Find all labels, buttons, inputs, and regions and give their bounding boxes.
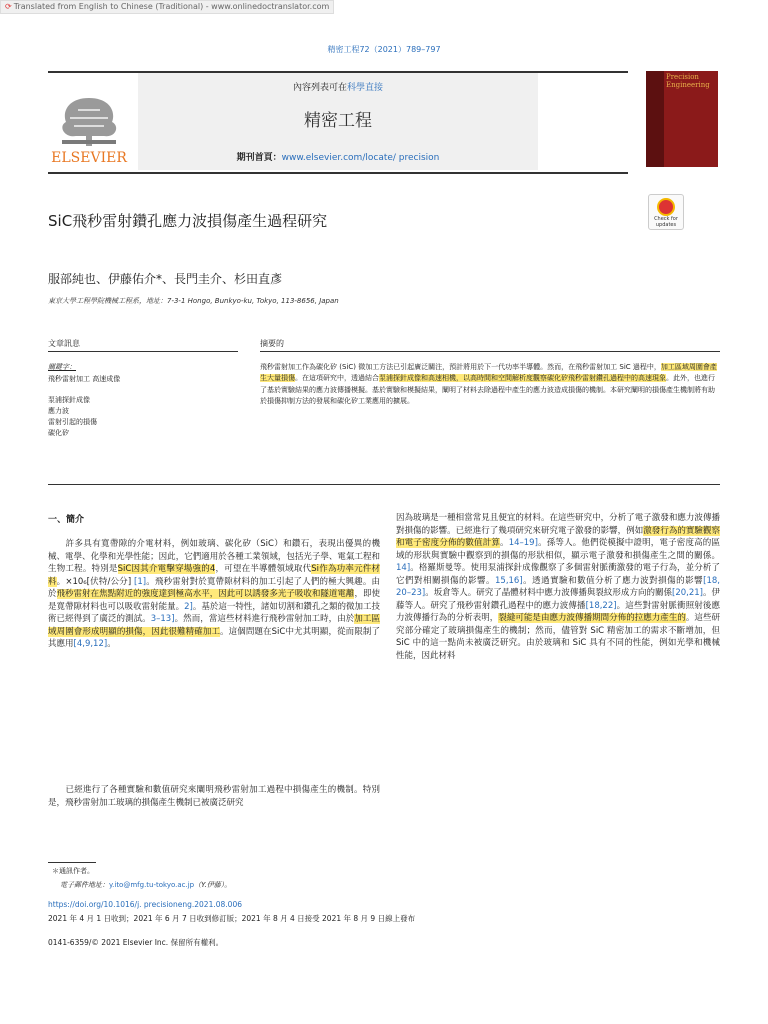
intro-right-column: [396, 512, 720, 662]
reference-link[interactable]: [18, 20–23]: [396, 575, 720, 598]
footnote-rule: [48, 862, 96, 863]
keyword-item: 碳化矽: [48, 429, 69, 437]
abstract-text: [260, 362, 720, 407]
text-run: 。這些對雷射脈衝照射後應力波傳播行為的分析表明，: [396, 600, 720, 623]
highlight: 加工區域周圍會產生大量損傷: [260, 363, 717, 383]
journal-cover[interactable]: [646, 71, 718, 167]
article-info-rule: [48, 351, 238, 352]
article-title: SiC飛秒雷射鑽孔應力波損傷產生過程研究: [48, 212, 328, 230]
affiliation: 東京大學工程學院機械工程系，地址：7-3-1 Hongo, Bunkyo-ku, Tokyo, 113-8656, Japan: [48, 297, 339, 305]
journal-citation[interactable]: 精密工程72（2021）789–797: [327, 45, 441, 54]
badge-text: Check for updates: [654, 216, 678, 228]
corresponding-author-note: ＊通訊作者。: [52, 867, 94, 875]
copyright: 0141-6359/© 2021 Elsevier Inc. 保留所有權利。: [48, 938, 224, 947]
journal-homepage: [138, 150, 538, 163]
keyword-item: 雷射引起的損傷: [48, 418, 97, 426]
abstract-rule: [260, 351, 720, 352]
author-list[interactable]: 服部純也、伊藤佑介*、長門圭介、杉田直彥: [48, 272, 283, 286]
text-run: 許多具有寬帶隙的介電材料，例如玻璃、碳化矽（SiC）和鑽石，表現出優異的機械、電學、化學和光學性能；因此，它們適用於各種工業領域，包括光子學、電氣工程和生物工程。特別是: [48, 539, 380, 574]
intro-heading: 一、簡介: [48, 515, 85, 525]
highlight: 激發行為的實驗觀察和電子密度分佈的數值計算: [396, 525, 720, 548]
text-run: ，即使是寬帶隙材料也可以吸收雷射能量。: [48, 589, 380, 612]
contents-prefix: 內容列表可在: [292, 83, 347, 93]
text-run: 。: [500, 538, 509, 548]
reference-link[interactable]: [4,9,12]: [73, 639, 108, 649]
text-run: 。然而，當這些材料進行飛秒雷射加工時，由於: [174, 614, 355, 624]
header-rule-bottom: [48, 172, 628, 174]
reference-link[interactable]: [1]: [134, 576, 147, 587]
email-note: [60, 880, 231, 890]
contents-line: [138, 80, 538, 93]
cover-strip: [646, 71, 664, 167]
highlight: 裂縫可能是由應力波傳播期間分佈的拉應力產生的: [498, 613, 686, 623]
text-run: 。基於這一特性，諸如切割和鑽孔之類的微加工技術已經得到了廣泛的測試。: [48, 601, 380, 624]
text-run: 。: [107, 639, 116, 649]
abstract-run: 。此外，也進行了基於實驗結果的應力波傳播模擬。基於實驗和模擬結果，闡明了材料去除過程中產生的應力波造成損傷的機制。本研究闡明的損傷產生機制將有助於損傷抑制方法的發展和碳化矽工業應用的擴展。: [260, 374, 715, 405]
doi-link[interactable]: https://doi.org/10.1016/j. precisioneng.2021.08.006: [48, 900, 242, 909]
highlight: 飛秒雷射在焦點附近的強度達到極高水平，因此可以誘發多光子吸收和隧道電離: [56, 589, 355, 599]
keyword-item: 飛秒雷射加工 高速成像: [48, 375, 121, 383]
keyword-item: 泵浦探針成像: [48, 396, 90, 404]
reference-link[interactable]: 14]: [396, 563, 411, 573]
abstract-heading: 摘要的: [260, 339, 284, 348]
reference-link[interactable]: 15,16]: [495, 575, 523, 586]
abstract-run: 。在這項研究中，透過結合: [295, 374, 379, 383]
text-run: 。這個問題在SiC中尤其明顯，從而限制了其應用: [48, 626, 380, 649]
check-for-updates-badge[interactable]: [648, 194, 684, 230]
sciencedirect-link[interactable]: 科學直接: [347, 83, 384, 93]
article-info-heading: 文章訊息: [48, 339, 80, 348]
text-run: 。透過實驗和數值分析了應力波對損傷的影響: [522, 575, 704, 586]
elsevier-wordmark: ELSEVIER: [51, 150, 127, 166]
translate-icon: ⟳: [5, 2, 12, 11]
highlight: 泵浦探針成像和高速相機，以高時間和空間解析度觀察碳化矽飛秒雷射鑽孔過程中的高速現象: [379, 374, 666, 383]
homepage-link[interactable]: www.elsevier.com/locate/ precision: [281, 153, 440, 163]
keyword-item: 應力波: [48, 407, 69, 415]
homepage-label: 期刊首頁：: [236, 153, 282, 163]
text-run: 因為玻璃是一種相當常見且便宜的材料。在這些研究中，分析了電子激發和應力波傳播對損傷的影響。已經進行了幾項研究來研究電子激發的影響，例如: [396, 513, 720, 536]
highlight: Si作為功率元件材料: [48, 564, 380, 587]
reference-link[interactable]: [20,21]: [672, 588, 703, 598]
intro-paragraph-2: 已經進行了各種實驗和數值研究來闡明飛秒雷射加工過程中損傷產生的機制。特別是，飛秒雷射加工玻璃的損傷產生機制已被廣泛研究: [48, 785, 380, 808]
email-suffix: （Y.伊藤）。: [194, 881, 232, 889]
translator-text: Translated from English to Chinese (Traditional) - www.onlinedoctranslator.com: [13, 2, 330, 11]
section-divider: [48, 484, 720, 485]
abstract-run: 飛秒雷射加工作為碳化矽 (SiC) 微加工方法已引起廣泛關注，預計將用於下一代功率半導體。然而，在飛秒雷射加工 SiC 過程中，: [260, 363, 661, 371]
highlight: 加工區域周圍會形成明顯的損傷，因此很難精確加工: [48, 614, 380, 637]
highlight: SiC因其介電擊穿場強的4: [117, 564, 216, 574]
intro-left-column: [48, 538, 380, 651]
text-run: 。這些研究部分確定了玻璃損傷產生的機制；然而，儘管對 SiC 精密加工的需求不斷增加，但 SiC 中的這一點尚未被廣泛研究。由於玻璃和 SiC 具有不同的性能，例如光學和機械性能，因此材料: [396, 613, 720, 661]
journal-name: 精密工程: [304, 111, 372, 131]
reference-link[interactable]: 2]: [184, 601, 193, 612]
keywords-label: 關鍵字：: [48, 363, 76, 371]
translator-banner[interactable]: [0, 0, 334, 14]
text-run: 。孫等人。他們從模擬中證明，電子密度高的區域的形狀與實驗中觀察到的損傷的形狀相似，顯示電子激發和損傷產生之間的關係。: [396, 538, 720, 561]
check-updates-icon: [657, 198, 675, 216]
email-label: 電子郵件地址：: [60, 881, 109, 889]
reference-link[interactable]: 3–13]: [150, 614, 175, 624]
text-run: 。×10₆[伏特/公分]: [56, 576, 135, 587]
reference-link[interactable]: 14–19]: [508, 538, 538, 548]
text-run: ，可望在半導體領域取代: [215, 564, 312, 574]
email-link[interactable]: y.ito@mfg.tu-tokyo.ac.jp: [109, 881, 195, 889]
cover-title: Precision Engineering: [666, 73, 710, 89]
article-dates: 2021 年 4 月 1 日收到；2021 年 6 月 7 日收到修訂版；2021 年 8 月 4 日接受 2021 年 8 月 9 日線上發布: [48, 914, 416, 923]
reference-link[interactable]: [18,22]: [585, 600, 617, 611]
text-run: 。飛秒雷射對於寬帶隙材料的加工引起了人們的極大興趣。由於: [48, 576, 380, 599]
text-run: 。坂倉等人。研究了晶體材料中應力波傳播與裂紋形成方向的關係: [425, 588, 672, 598]
text-run: 。格羅斯曼等。使用泵浦探針成像觀察了多個雷射脈衝激發的電子行為，並分析了它們對相關損傷的影響。: [396, 563, 720, 586]
text-run: 。伊藤等人。研究了飛秒雷射鑽孔過程中的應力波傳播: [396, 588, 720, 611]
